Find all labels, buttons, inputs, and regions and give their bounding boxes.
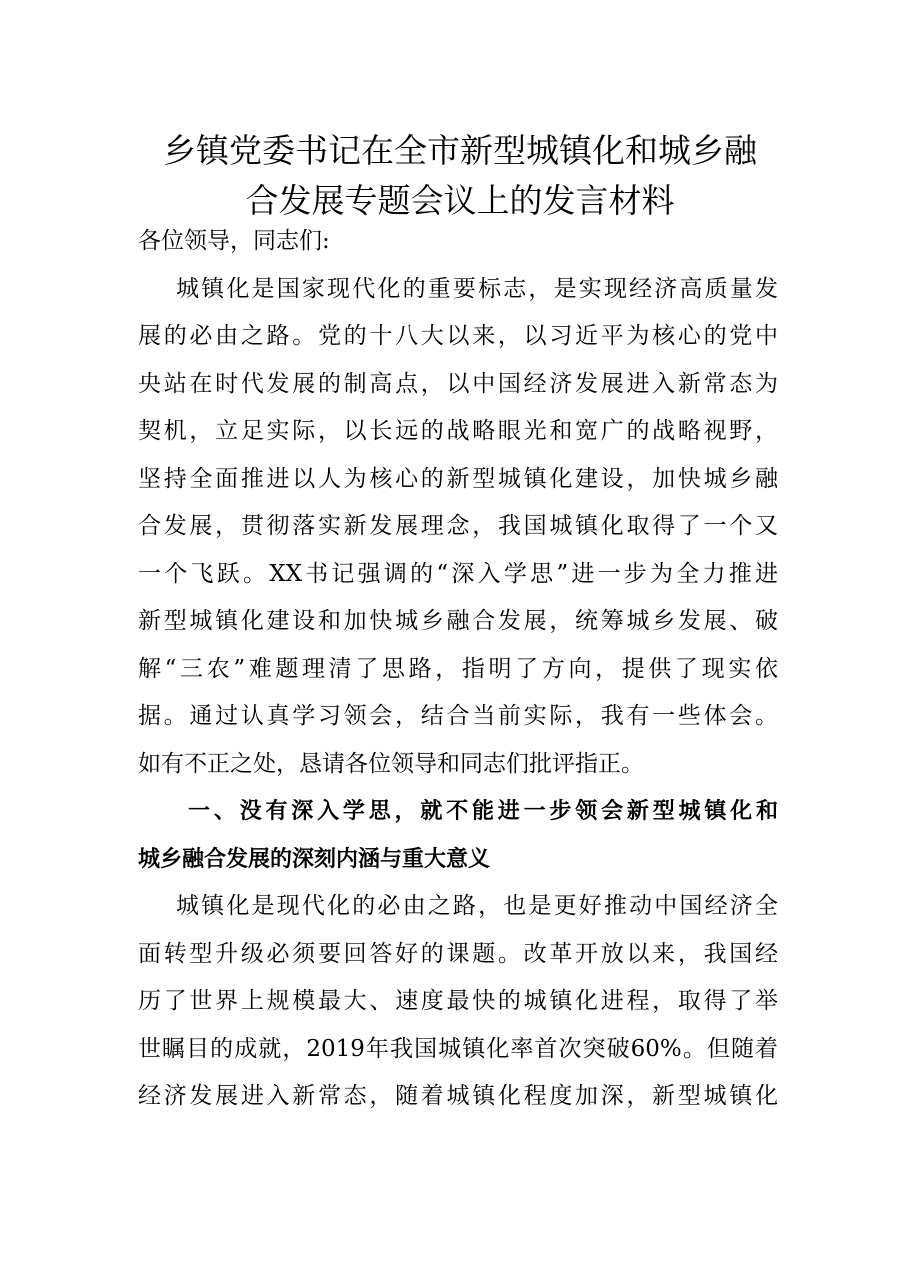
paragraph-1-line-8: 新型城镇化建设和加快城乡融合发展，统筹城乡发展、破 <box>138 608 778 634</box>
paragraph-1-line-5: 坚持全面推进以人为核心的新型城镇化建设，加快城乡融 <box>138 465 778 492</box>
paragraph-2 <box>138 883 778 1121</box>
section-heading-1-line-1: 一、没有深入学思，就不能进一步领会新型城镇化和 <box>188 799 778 824</box>
paragraph-2-line-5: 经济发展进入新常态，随着城镇化程度加深，新型城镇化 <box>138 1083 778 1109</box>
document-title <box>120 126 800 226</box>
paragraph-1-line-1: 城镇化是国家现代化的重要标志，是实现经济高质量发 <box>176 275 778 302</box>
document-body <box>138 218 778 1121</box>
paragraph-1-line-9: 解“三农”难题理清了思路，指明了方向，提供了现实依 <box>138 655 778 682</box>
paragraph-2-line-3: 历了世界上规模最大、速度最快的城镇化进程，取得了举 <box>138 988 778 1014</box>
paragraph-1-line-11: 如有不正之处，恳请各位领导和同志们批评指正。 <box>138 750 644 777</box>
paragraph-2-line-4: 世瞩目的成就，2019年我国城镇化率首次突破60%。但随着 <box>138 1035 778 1062</box>
title-line-1: 乡镇党委书记在全市新型城镇化和城乡融 <box>163 131 757 170</box>
salutation: 各位领导，同志们: <box>138 228 330 254</box>
paragraph-1-line-2: 展的必由之路。党的十八大以来，以习近平为核心的党中 <box>138 323 778 349</box>
paragraph-2-line-1: 城镇化是现代化的必由之路，也是更好推动中国经济全 <box>176 893 778 919</box>
title-line-2: 合发展专题会议上的发言材料 <box>245 181 675 220</box>
paragraph-1-line-6: 合发展，贯彻落实新发展理念，我国城镇化取得了一个又 <box>138 513 778 539</box>
section-heading-1-line-2: 城乡融合发展的深刻内涵与重大意义 <box>138 846 491 872</box>
paragraph-2-line-2: 面转型升级必须要回答好的课题。改革开放以来，我国经 <box>138 940 778 967</box>
paragraph-1-line-3: 央站在时代发展的制高点，以中国经济发展进入新常态为 <box>138 370 778 397</box>
paragraph-1-line-7: 一个飞跃。XX书记强调的“深入学思”进一步为全力推进 <box>138 560 778 587</box>
paragraph-1-line-4: 契机，立足实际，以长远的战略眼光和宽广的战略视野， <box>138 418 778 444</box>
section-heading-1 <box>138 788 778 883</box>
paragraph-1 <box>138 266 778 789</box>
paragraph-1-line-10: 据。通过认真学习领会，结合当前实际，我有一些体会。 <box>138 703 778 729</box>
